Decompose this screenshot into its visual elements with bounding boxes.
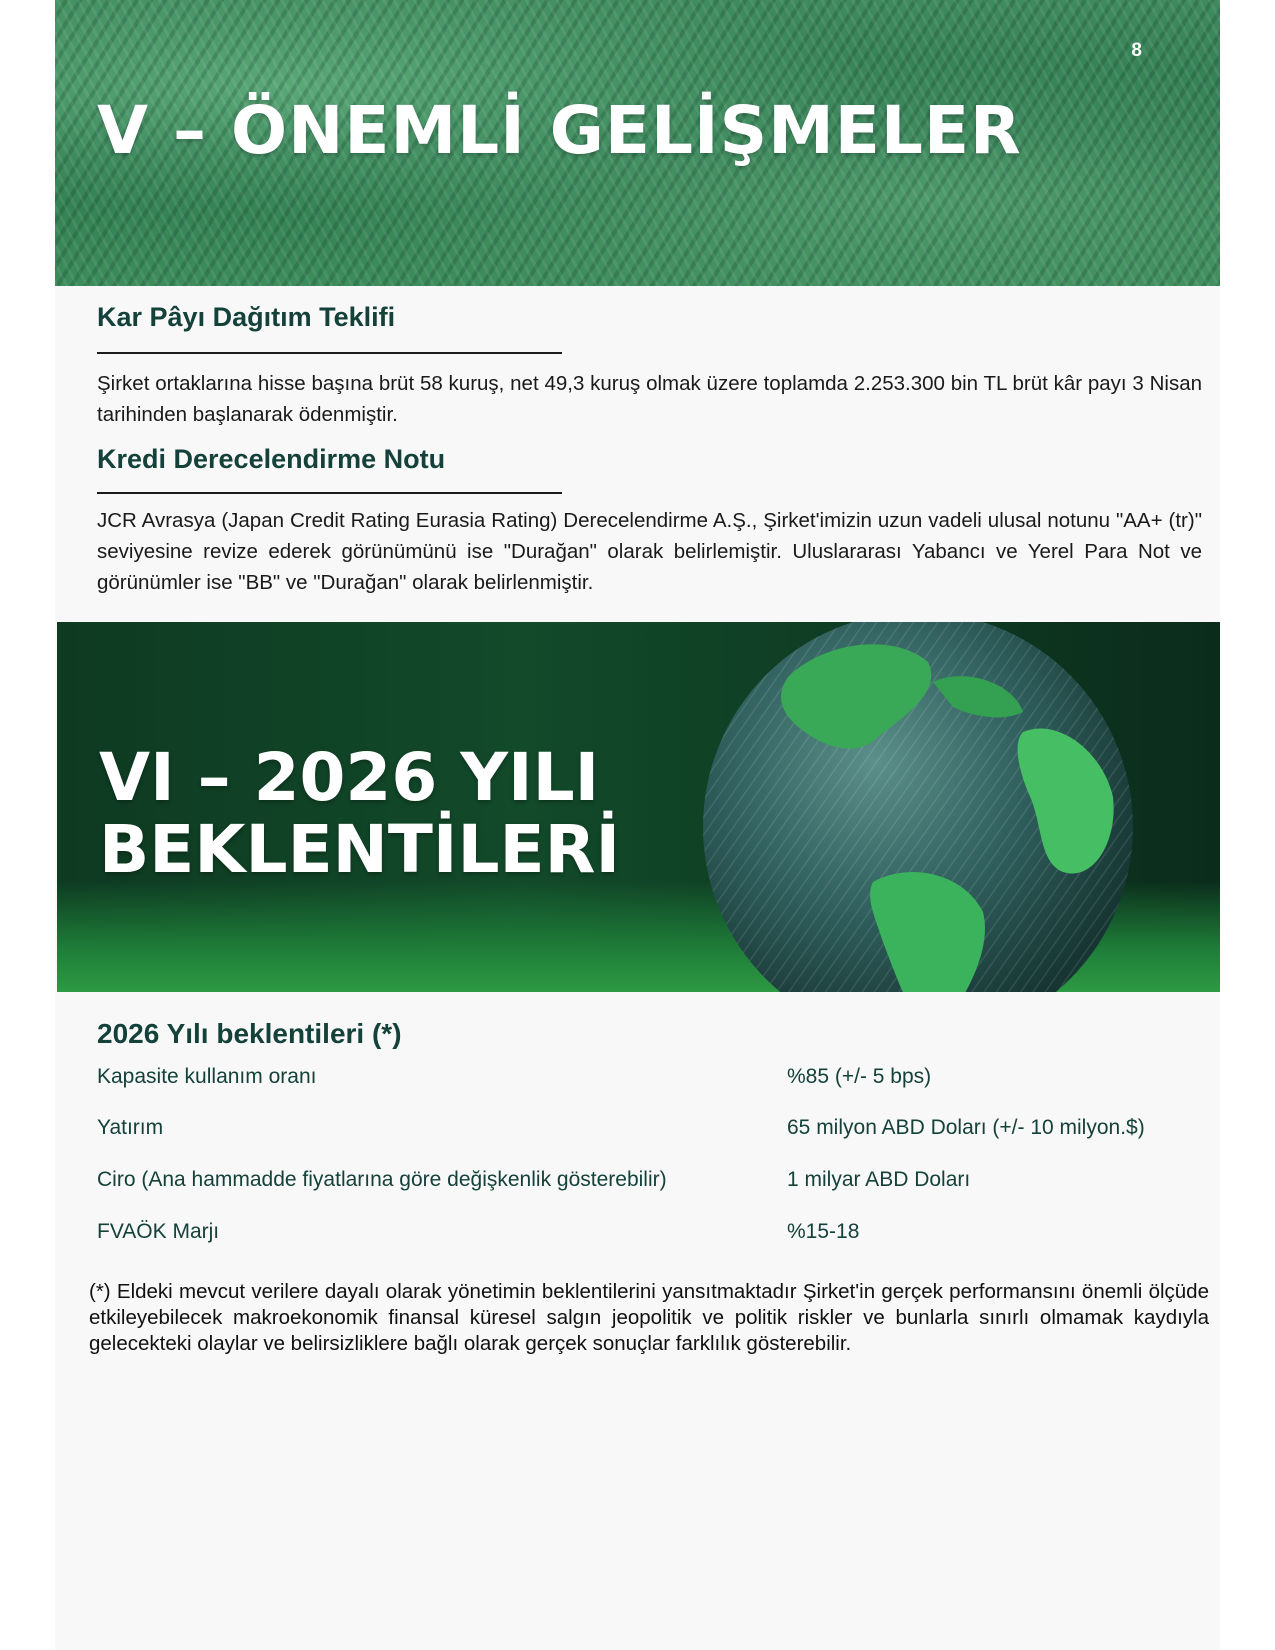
expectation-row-revenue xyxy=(97,1168,1207,1198)
dividend-heading: Kar Pâyı Dağıtım Teklifi xyxy=(97,302,396,332)
expectation-row-capacity xyxy=(97,1065,1207,1095)
page-number: 8 xyxy=(1131,40,1142,61)
dividend-heading-rule xyxy=(97,352,562,354)
expectation-label: Kapasite kullanım oranı xyxy=(97,1065,317,1088)
yarn-globe-image xyxy=(693,622,1147,992)
rating-text: JCR Avrasya (Japan Credit Rating Eurasia Rating) Derecelendirme A.Ş., Şirket'imizin uzun vadeli ulusal notunu "AA+ (tr)" seviyesine revize ederek görünümünü ise "Durağan" olarak belirlemiştir. Uluslararası Yabancı ve Yerel Para Not ve görünümler ise "BB" ve "Durağan" olarak belirlenmiştir. xyxy=(97,509,1202,594)
disclaimer-note: (*) Eldeki mevcut verilere dayalı olarak yönetimin beklentilerini yansıtmaktadır Şirket'in gerçek performansını önemli ölçüde etkileyebilecek makroekonomik finansal küresel salgın jeopolitik ve politik riskler ve bunlarla sınırlı olmamak kaydıyla gelecekteki olaylar ve belirsizliklere bağlı olarak gerçek sonuçlar farklılık gösterebilir. xyxy=(89,1280,1209,1355)
section-6-title-line2: BEKLENTİLERİ xyxy=(99,811,621,888)
expectation-value: %85 (+/- 5 bps) xyxy=(787,1065,932,1088)
yarn-globe-banner xyxy=(57,622,1220,992)
expectation-value: %15-18 xyxy=(787,1220,860,1243)
expectation-row-ebitda xyxy=(97,1220,1207,1250)
expectations-heading: 2026 Yılı beklentileri (*) xyxy=(97,1018,402,1049)
expectation-row-investment xyxy=(97,1116,1207,1146)
section-6-title-line1: VI – 2026 YILI xyxy=(99,739,600,816)
expectation-label: Yatırım xyxy=(97,1116,164,1139)
section-5-title: V – ÖNEMLİ GELİŞMELER xyxy=(97,92,1022,169)
green-texture-banner xyxy=(55,0,1220,286)
expectation-label: FVAÖK Marjı xyxy=(97,1220,220,1243)
rating-heading-rule xyxy=(97,492,562,494)
dividend-text: Şirket ortaklarına hisse başına brüt 58 kuruş, net 49,3 kuruş olmak üzere toplamda 2.253.300 bin TL brüt kâr payı 3 Nisan tarihinden başlanarak ödenmiştir. xyxy=(97,372,1202,426)
expectation-label: Ciro (Ana hammadde fiyatlarına göre değişkenlik gösterebilir) xyxy=(97,1168,667,1191)
rating-heading: Kredi Derecelendirme Notu xyxy=(97,444,446,474)
report-page xyxy=(55,0,1220,1650)
expectation-value: 1 milyar ABD Doları xyxy=(787,1168,971,1191)
section-6-title xyxy=(99,739,621,888)
expectation-value: 65 milyon ABD Doları (+/- 10 milyon.$) xyxy=(787,1116,1145,1139)
